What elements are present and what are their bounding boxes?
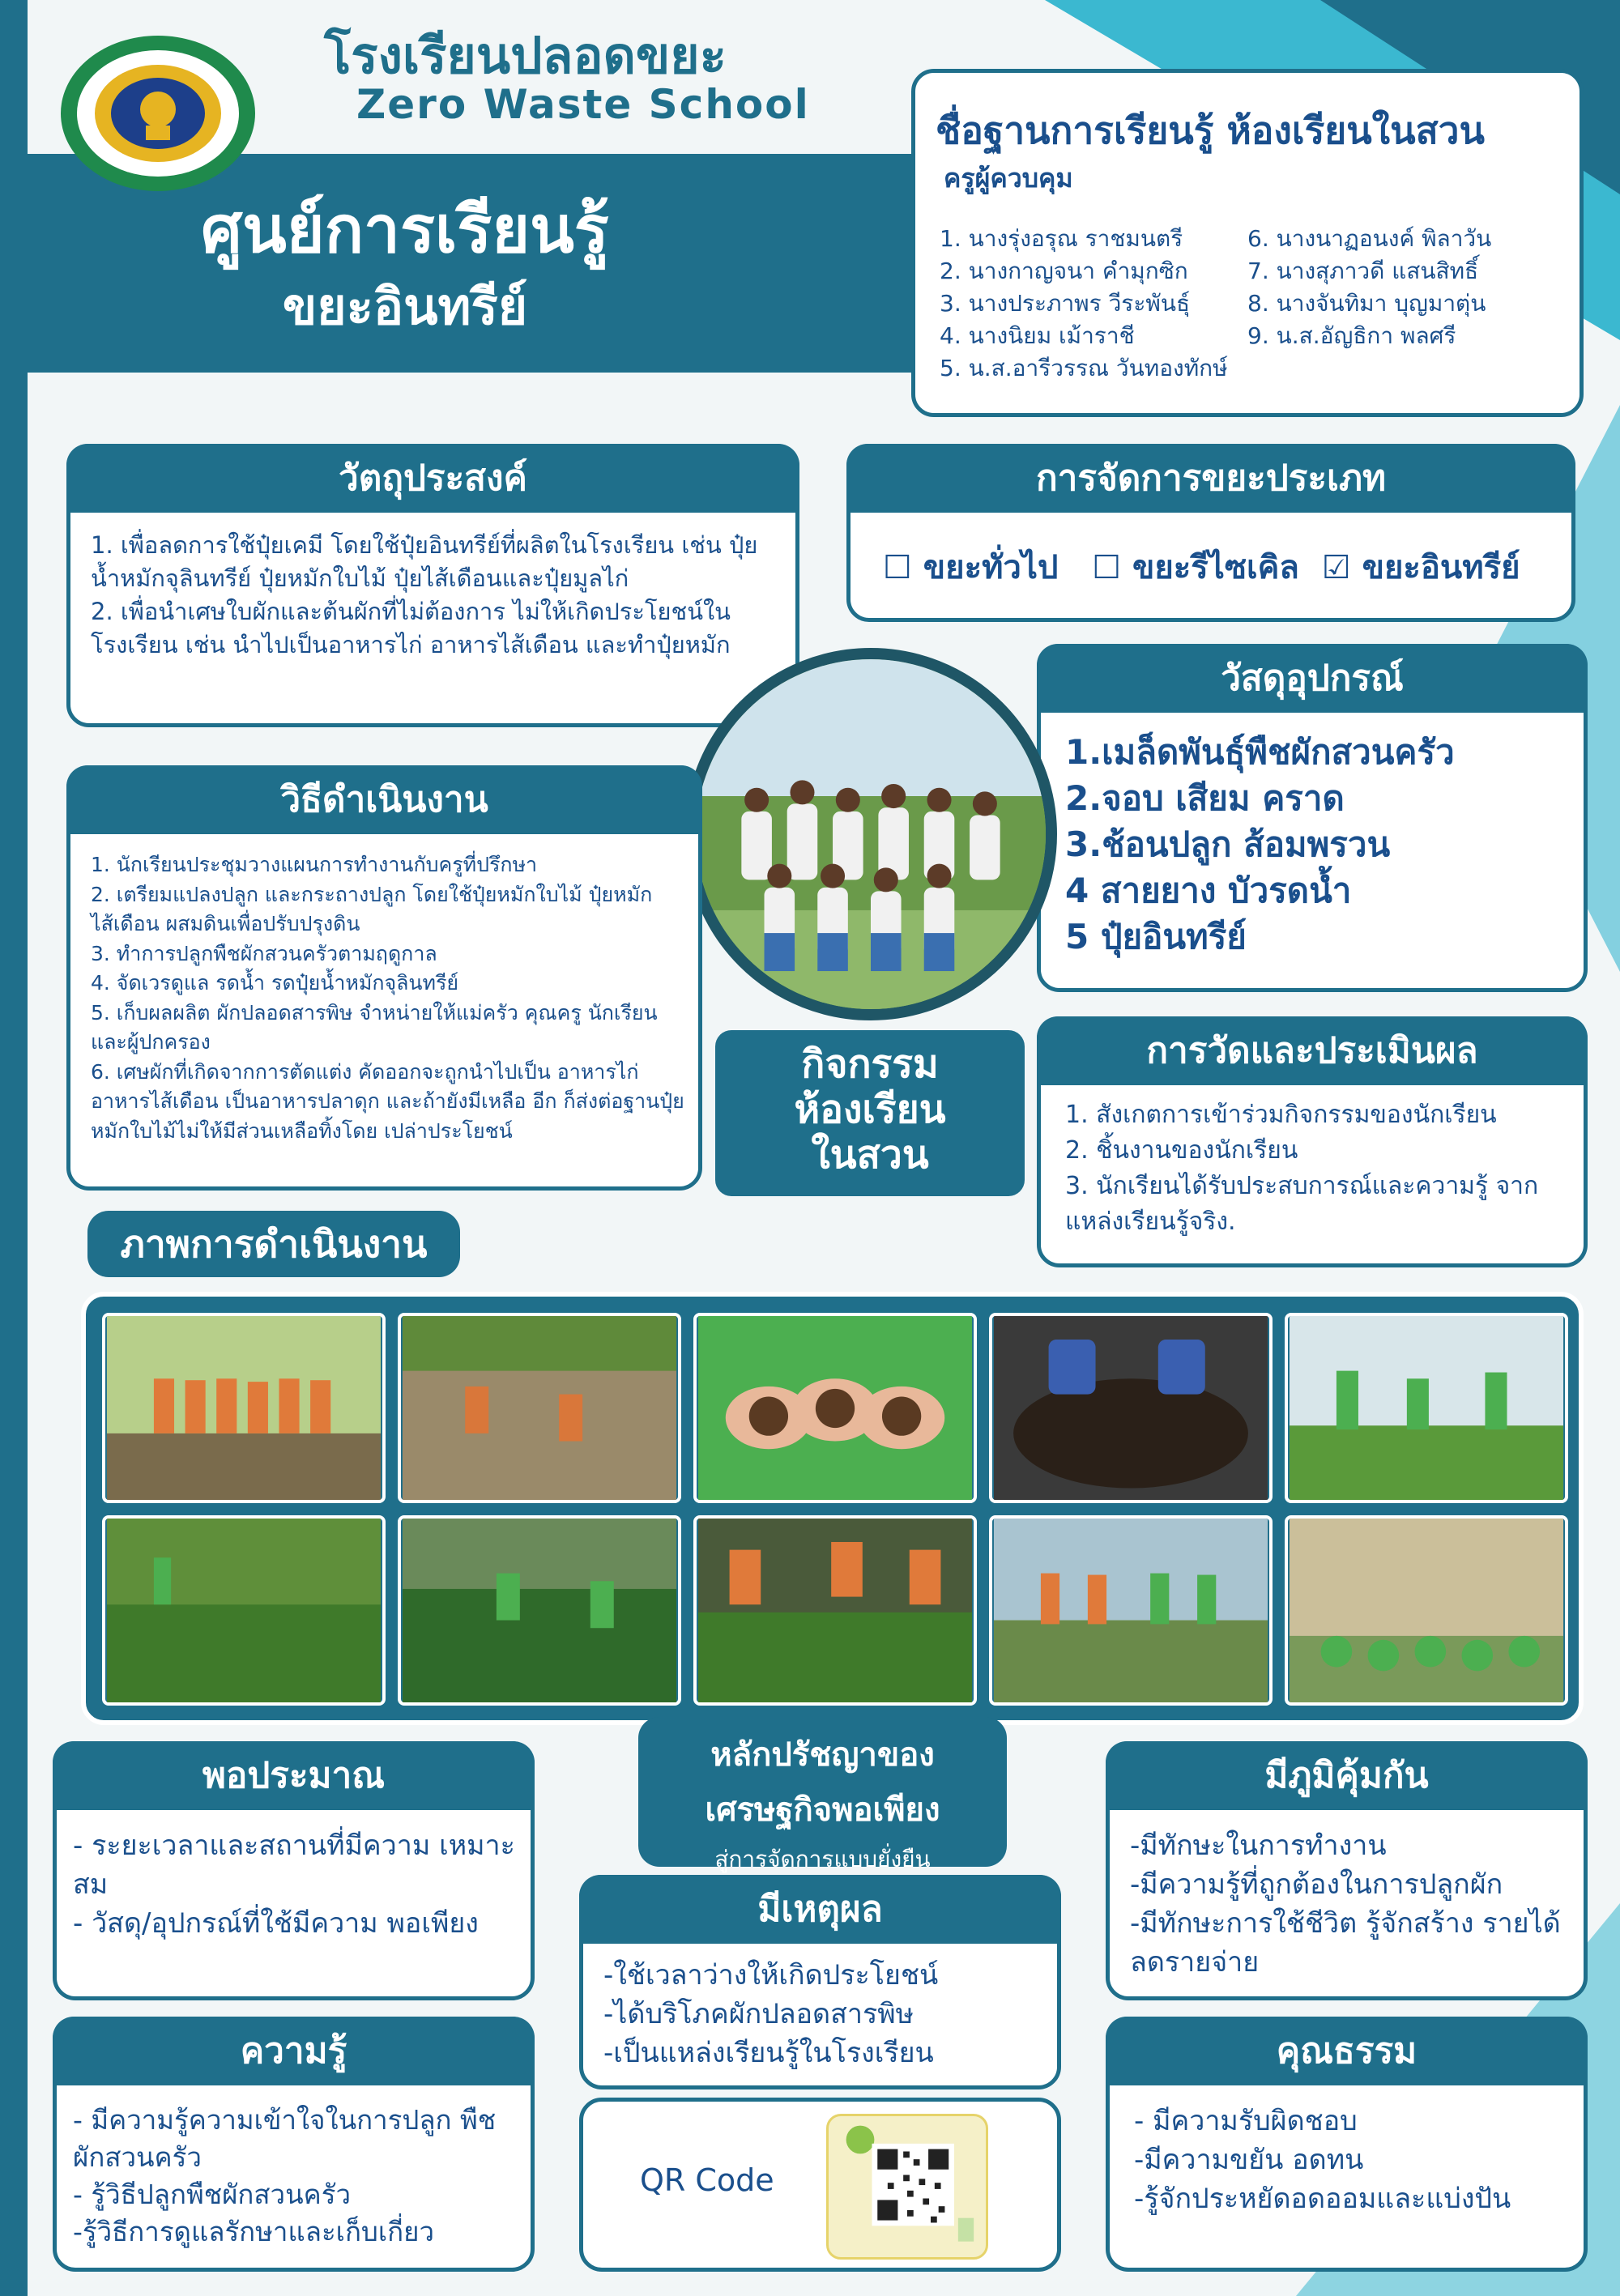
objective-item: 2. เพื่อนำเศษใบผักและต้นผักที่ไม่ต้องการ ไม่ให้เกิดประโยชน์ในโรงเรียน เช่น นำไปเป็นอาหารไก่ อาหารไส้เดือน และทำปุ๋ยหมัก: [91, 598, 731, 658]
method-item: 1. นักเรียนประชุมวางแผนการทำงานกับครูที่ปรึกษา: [91, 853, 538, 876]
objectives-list: [91, 529, 779, 662]
teacher-item: 8. นางจันทิมา บุญมาตุ่น: [1247, 290, 1486, 317]
methods-list: [91, 850, 686, 1146]
reason-item: -ใช้เวลาว่างให้เกิดประโยชน์: [603, 1959, 939, 1991]
center-title-line2: ขยะอินทรีย์: [282, 277, 528, 336]
teacher-item: 5. น.ส.อารีวรรณ วันทองทักษ์: [940, 355, 1228, 381]
group-photo: [684, 648, 1057, 1020]
philosophy-line1: หลักปรัชญาของ: [710, 1736, 935, 1774]
base-card: [911, 69, 1584, 417]
waste-option-recycle[interactable]: ☐ ขยะรีไซเคิล: [1092, 549, 1299, 586]
teacher-item: 1. นางรุ่งอรุณ ราชมนตรี: [940, 225, 1183, 252]
activity-line1: กิจกรรม: [801, 1042, 939, 1087]
immunity-item: -มีทักษะการใช้ชีวิต รู้จักสร้าง รายได้ ลดรายจ่าย: [1130, 1907, 1561, 1979]
gallery-photo: [398, 1515, 681, 1706]
immunity-item: -มีทักษะในการทำงาน: [1130, 1830, 1387, 1862]
philosophy-line2: เศรษฐกิจพอเพียง: [705, 1791, 940, 1829]
waste-option-general[interactable]: ☐ ขยะทั่วไป: [883, 549, 1059, 586]
moderation-list: [73, 1826, 526, 1943]
moderation-title: พอประมาณ: [53, 1741, 535, 1810]
method-item: 5. เก็บผลผลิต ผักปลอดสารพิษ จำหน่ายให้แม่ครัว คุณครู นักเรียนและผู้ปกครอง: [91, 1000, 658, 1054]
knowledge-item: - รู้วิธีปลูกพืชผักสวนครัว: [73, 2179, 351, 2210]
immunity-list: [1130, 1826, 1584, 1982]
reason-card: [579, 1875, 1061, 2089]
gallery-photo: [693, 1313, 977, 1503]
method-item: 6. เศษผักที่เกิดจากการตัดแต่ง คัดออกจะถูกนำไปเป็น อาหารไก่ อาหารไส้เดือน เป็นอาหารปลาดุก และถ้ายังมีเหลือ อีก ก็ส่งต่อฐานปุ๋ยหมักใบไม้ไม่ให้มีส่วนเหลือทิ้งโดย เปล่าประโยชน์: [91, 1059, 684, 1143]
school-name-en: Zero Waste School: [356, 81, 810, 128]
center-title-line1: ศูนย์การเรียนรู้: [201, 192, 609, 267]
activity-box: [715, 1030, 1025, 1196]
checkbox-checked-icon[interactable]: ☑: [1321, 549, 1351, 586]
method-item: 4. จัดเวรดูแล รดน้ำ รดปุ๋ยน้ำหมักจุลินทรีย์: [91, 971, 459, 995]
knowledge-list: [73, 2102, 526, 2251]
qr-code-image[interactable]: [826, 2114, 988, 2260]
immunity-card: [1106, 1741, 1588, 2000]
philosophy-line3: สู่การจัดการแบบยั่งยืน: [714, 1846, 931, 1872]
evaluation-item: 2. ชิ้นงานของนักเรียน: [1065, 1136, 1298, 1165]
checkbox-icon[interactable]: ☐: [883, 549, 912, 586]
checkbox-icon[interactable]: ☐: [1092, 549, 1122, 586]
knowledge-title: ความรู้: [53, 2017, 535, 2085]
moderation-item: - ระยะเวลาและสถานที่มีความ เหมาะสม: [73, 1830, 515, 1901]
objectives-title: วัตถุประสงค์: [66, 444, 799, 513]
materials-title: วัสดุอุปกรณ์: [1037, 644, 1588, 713]
materials-card: [1037, 644, 1588, 992]
gallery-title: ภาพการดำเนินงาน: [87, 1211, 460, 1277]
knowledge-item: -รู้วิธีการดูแลรักษาและเก็บเกี่ยว: [73, 2216, 434, 2247]
method-item: 2. เตรียมแปลงปลูก และกระถางปลูก โดยใช้ปุ๋ยหมักใบไม้ ปุ๋ยหมักไส้เดือน ผสมดินเพื่อปรับปรุงดิน: [91, 882, 653, 935]
qr-card: [579, 2098, 1061, 2272]
teacher-item: 2. นางกาญจนา คำมุกซิก: [940, 258, 1188, 284]
reason-item: -เป็นแหล่งเรียนรู้ในโรงเรียน: [603, 2037, 934, 2069]
gallery-photo: [693, 1515, 977, 1706]
evaluation-list: [1065, 1097, 1571, 1240]
school-logo: [57, 32, 259, 194]
material-item: 4 สายยาง บัวรดน้ำ: [1065, 871, 1352, 910]
material-item: 5 ปุ๋ยอินทรีย์: [1065, 917, 1247, 956]
material-item: 3.ช้อนปลูก ส้อมพรวน: [1065, 824, 1391, 864]
qr-label: QR Code: [640, 2162, 774, 2198]
supervisor-label: ครูผู้ควบคุม: [944, 163, 1073, 194]
waste-type-card: [846, 444, 1575, 622]
morality-item: -รู้จักประหยัดอดออมและแบ่งปัน: [1134, 2183, 1511, 2215]
gallery-photo: [1285, 1313, 1568, 1503]
teacher-item: 9. น.ส.อัญธิกา พลศรี: [1247, 322, 1456, 349]
material-item: 1.เมล็ดพันธุ์พืชผักสวนครัว: [1065, 732, 1455, 772]
reason-title: มีเหตุผล: [579, 1875, 1061, 1944]
material-item: 2.จอบ เสียม คราด: [1065, 778, 1345, 818]
teacher-item: 7. นางสุภาวดี แสนสิทธิ์: [1247, 258, 1479, 284]
morality-list: [1134, 2102, 1571, 2218]
immunity-item: -มีความรู้ที่ถูกต้องในการปลูกผัก: [1130, 1868, 1503, 1901]
morality-card: [1106, 2017, 1588, 2272]
evaluation-item: 3. นักเรียนได้รับประสบการณ์และความรู้ จากแหล่งเรียนรู้จริง.: [1065, 1172, 1539, 1236]
philosophy-box: [638, 1717, 1007, 1872]
method-item: 3. ทำการปลูกพืชผักสวนครัวตามฤดูกาล: [91, 941, 437, 965]
moderation-card: [53, 1741, 535, 2000]
gallery-photo: [102, 1515, 386, 1706]
reason-list: [603, 1956, 1057, 2072]
school-name-th: โรงเรียนปลอดขยะ: [324, 26, 727, 85]
gallery-photo: [1285, 1515, 1568, 1706]
gallery-card: [81, 1292, 1584, 1725]
morality-item: -มีความขยัน อดทน: [1134, 2144, 1364, 2176]
waste-option-organic[interactable]: ☑ ขยะอินทรีย์: [1321, 549, 1520, 586]
teacher-list-right: [1247, 223, 1571, 352]
objective-item: 1. เพื่อลดการใช้ปุ๋ยเคมี โดยใช้ปุ๋ยอินทรีย์ที่ผลิตในโรงเรียน เช่น ปุ๋ยน้ำหมักจุลินทรีย์ ปุ๋ยหมักใบไม้ ปุ๋ยไส้เดือนและปุ๋ยมูลไก่: [91, 531, 758, 592]
waste-type-title: การจัดการขยะประเภท: [846, 444, 1575, 513]
evaluation-title: การวัดและประเมินผล: [1037, 1016, 1588, 1085]
gallery-photo: [398, 1313, 681, 1503]
knowledge-item: - มีความรู้ความเข้าใจในการปลูก พืชผักสวนครัว: [73, 2104, 497, 2173]
methods-card: [66, 765, 702, 1191]
activity-line2: ห้องเรียน: [794, 1087, 946, 1132]
activity-line3: ในสวน: [811, 1132, 929, 1178]
gallery-photo: [989, 1515, 1273, 1706]
reason-item: -ได้บริโภคผักปลอดสารพิษ: [603, 1998, 914, 2030]
materials-list: [1065, 729, 1584, 960]
teacher-list-left: [940, 223, 1247, 385]
morality-item: - มีความรับผิดชอบ: [1134, 2105, 1358, 2137]
immunity-title: มีภูมิคุ้มกัน: [1106, 1741, 1588, 1810]
teacher-item: 6. นางนาฏอนงค์ พิลาวัน: [1247, 225, 1492, 252]
teacher-item: 3. นางประภาพร วีระพันธุ์: [940, 290, 1191, 317]
evaluation-card: [1037, 1016, 1588, 1267]
waste-type-options: [883, 541, 1563, 593]
gallery-photo: [102, 1313, 386, 1503]
knowledge-card: [53, 2017, 535, 2272]
moderation-item: - วัสดุ/อุปกรณ์ที่ใช้มีความ พอเพียง: [73, 1907, 479, 1940]
objectives-card: [66, 444, 799, 727]
morality-title: คุณธรรม: [1106, 2017, 1588, 2085]
methods-title: วิธีดำเนินงาน: [66, 765, 702, 834]
teacher-item: 4. นางนิยม เม้าราชี: [940, 322, 1135, 349]
evaluation-item: 1. สังเกตการเข้าร่วมกิจกรรมของนักเรียน: [1065, 1101, 1497, 1129]
gallery-photo: [989, 1313, 1273, 1503]
base-title: ชื่อฐานการเรียนรู้ ห้องเรียนในสวน: [936, 109, 1485, 152]
